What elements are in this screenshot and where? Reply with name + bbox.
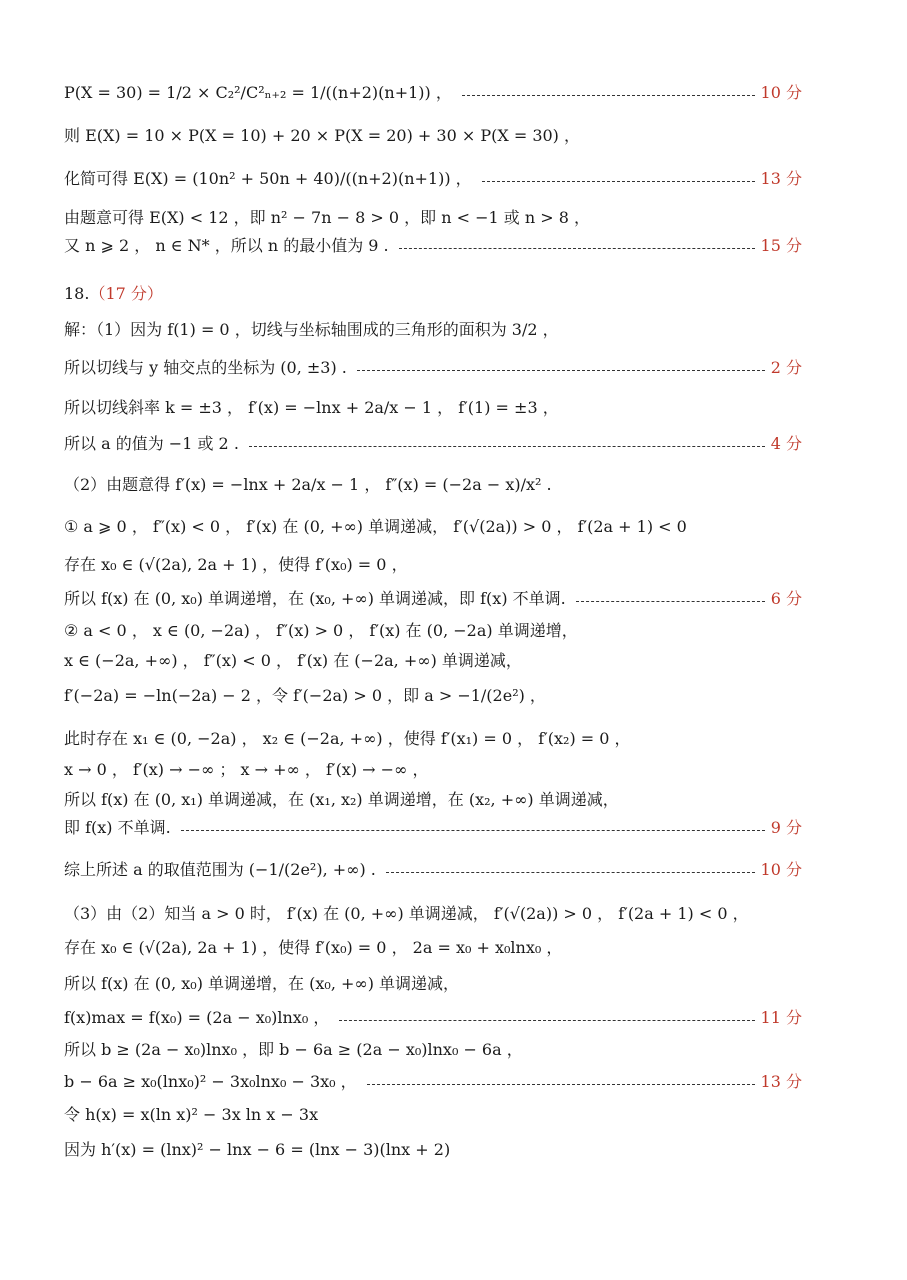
question-heading — [64, 284, 802, 304]
solution-line — [64, 974, 802, 994]
solution-line — [64, 651, 802, 671]
solution-line — [64, 83, 802, 103]
solution-line — [64, 1105, 802, 1125]
solution-line — [64, 1072, 802, 1092]
solution-line — [64, 589, 802, 609]
score-mark: 15 分 — [760, 236, 802, 255]
line-text: x ∈ (−2a, +∞) ， f″(x) < 0 ， f′(x) 在 (−2a, +∞) 单调递减， — [64, 651, 522, 670]
score-mark: 13 分 — [760, 169, 802, 188]
dash-leader — [399, 248, 755, 249]
dash-leader — [576, 601, 765, 602]
line-text: 所以切线与 y 轴交点的坐标为 (0, ±3) . — [64, 358, 347, 377]
score-mark: 4 分 — [770, 434, 802, 453]
line-text: 由题意可得 E(X) < 12 ，即 n² − 7n − 8 > 0 ，即 n < −1 或 n > 8 ， — [64, 208, 591, 227]
line-text: x → 0 ， f′(x) → −∞ ； x → +∞ ， f′(x) → −∞ ， — [64, 760, 429, 779]
line-text: 解：（1）因为 f(1) = 0 ，切线与坐标轴围成的三角形的面积为 3/2 ， — [64, 320, 559, 339]
solution-line — [64, 236, 802, 256]
solution-line — [64, 790, 802, 810]
dash-leader — [249, 446, 765, 447]
line-text: f(x)max = f(x₀) = (2a − x₀)lnx₀ ， — [64, 1008, 330, 1027]
dash-leader — [482, 181, 755, 182]
line-text: 此时存在 x₁ ∈ (0, −2a) ， x₂ ∈ (−2a, +∞) ，使得 f′(x₁) = 0 ， f′(x₂) = 0 ， — [64, 729, 631, 748]
score-mark: 11 分 — [760, 1008, 802, 1027]
line-text: 化简可得 E(X) = (10n² + 50n + 40)/((n+2)(n+1)) ， — [64, 169, 472, 188]
solution-line — [64, 475, 802, 495]
line-text: ② a < 0 ， x ∈ (0, −2a) ， f″(x) > 0 ， f′(x) 在 (0, −2a) 单调递增， — [64, 621, 578, 640]
line-text: 即 f(x) 不单调. — [64, 818, 171, 837]
solution-line — [64, 434, 802, 454]
solution-line — [64, 621, 802, 641]
solution-line — [64, 1140, 802, 1160]
line-text: 存在 x₀ ∈ (√(2a), 2a + 1) ，使得 f′(x₀) = 0 ， — [64, 555, 408, 574]
solution-line — [64, 686, 802, 706]
solution-line — [64, 517, 802, 537]
line-text: 综上所述 a 的取值范围为 (−1/(2e²), +∞) . — [64, 860, 376, 879]
line-text: 所以 f(x) 在 (0, x₀) 单调递增，在 (x₀, +∞) 单调递减， — [64, 974, 460, 993]
line-text: 所以切线斜率 k = ±3 ， f′(x) = −lnx + 2a/x − 1 ， f′(1) = ±3 ， — [64, 398, 559, 417]
score-mark: 2 分 — [770, 358, 802, 377]
line-text: 令 h(x) = x(ln x)² − 3x ln x − 3x — [64, 1105, 319, 1124]
line-text: 所以 a 的值为 −1 或 2 . — [64, 434, 239, 453]
solution-line — [64, 555, 802, 575]
solution-line — [64, 1040, 802, 1060]
solution-line — [64, 860, 802, 880]
line-text: 又 n ⩾ 2 ， n ∈ N* ，所以 n 的最小值为 9 . — [64, 236, 389, 255]
solution-line — [64, 904, 802, 924]
score-mark: 10 分 — [760, 860, 802, 879]
line-text: （2）由题意得 f′(x) = −lnx + 2a/x − 1 ， f″(x) = (−2a − x)/x² . — [64, 475, 552, 494]
solution-line — [64, 126, 802, 146]
score-mark: 10 分 — [760, 83, 802, 102]
solution-line — [64, 358, 802, 378]
dash-leader — [386, 872, 755, 873]
line-text: 存在 x₀ ∈ (√(2a), 2a + 1) ，使得 f′(x₀) = 0 ， 2a = x₀ + x₀lnx₀ ， — [64, 938, 563, 957]
dash-leader — [462, 95, 755, 96]
line-text: ① a ⩾ 0 ， f″(x) < 0 ， f′(x) 在 (0, +∞) 单调递减， f′(√(2a)) > 0 ， f′(2a + 1) < 0 — [64, 517, 687, 536]
line-text: （3）由（2）知当 a > 0 时， f′(x) 在 (0, +∞) 单调递减， f′(√(2a)) > 0 ， f′(2a + 1) < 0 ， — [64, 904, 749, 923]
score-mark: 13 分 — [760, 1072, 802, 1091]
line-text: 因为 h′(x) = (lnx)² − lnx − 6 = (lnx − 3)(lnx + 2) — [64, 1140, 451, 1159]
solution-line — [64, 1008, 802, 1028]
solution-line — [64, 169, 802, 189]
question-points: （17 分） — [89, 284, 163, 303]
line-text: 则 E(X) = 10 × P(X = 10) + 20 × P(X = 20) + 30 × P(X = 30) ， — [64, 126, 581, 145]
line-text: 所以 f(x) 在 (0, x₀) 单调递增，在 (x₀, +∞) 单调递减，即 f(x) 不单调. — [64, 589, 566, 608]
solution-line — [64, 729, 802, 749]
score-mark: 6 分 — [770, 589, 802, 608]
line-text: 所以 f(x) 在 (0, x₁) 单调递减，在 (x₁, x₂) 单调递增，在 (x₂, +∞) 单调递减， — [64, 790, 619, 809]
dash-leader — [357, 370, 765, 371]
solution-line — [64, 818, 802, 838]
solution-line — [64, 208, 802, 228]
dash-leader — [339, 1020, 754, 1021]
line-text: 所以 b ≥ (2a − x₀)lnx₀ ，即 b − 6a ≥ (2a − x₀)lnx₀ − 6a ， — [64, 1040, 523, 1059]
line-text: b − 6a ≥ x₀(lnx₀)² − 3x₀lnx₀ − 3x₀ ， — [64, 1072, 357, 1091]
solution-line — [64, 320, 802, 340]
solution-line — [64, 938, 802, 958]
dash-leader — [181, 830, 765, 831]
dash-leader — [367, 1084, 755, 1085]
solution-line — [64, 398, 802, 418]
line-text: f′(−2a) = −ln(−2a) − 2 ，令 f′(−2a) > 0 ，即 a > −1/(2e²) ， — [64, 686, 546, 705]
solution-line — [64, 760, 802, 780]
question-number: 18. — [64, 284, 90, 303]
score-mark: 9 分 — [770, 818, 802, 837]
line-text: P(X = 30) = 1/2 × C₂²/C²ₙ₊₂ = 1/((n+2)(n+1)) ， — [64, 83, 452, 102]
